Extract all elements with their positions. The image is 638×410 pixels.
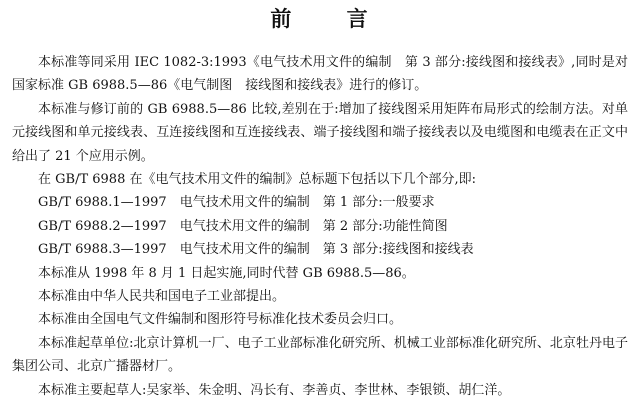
- standard-part-1: GB/T 6988.1—1997 电气技术用文件的编制 第 1 部分:一般要求: [38, 195, 435, 211]
- paragraph-series-intro: 在 GB/T 6988 在《电气技术用文件的编制》总标题下包括以下几个部分,即:: [38, 172, 476, 188]
- document-body: [12, 51, 628, 402]
- paragraph-adoption: 本标准等同采用 IEC 1082-3:1993《电气技术用文件的编制 第 3 部分:接线图和接线表》,同时是对国家标准 GB 6988.5—86《电气制图 接线图和接线表》进行的修订。: [12, 55, 628, 94]
- paragraph-responsible-committee: 本标准由全国电气文件编制和图形符号标准化技术委员会归口。: [38, 312, 403, 328]
- standard-part-2: GB/T 6988.2—1997 电气技术用文件的编制 第 2 部分:功能性简图: [38, 218, 448, 234]
- page-title: 前 言: [270, 7, 392, 31]
- paragraph-differences: 本标准与修订前的 GB 6988.5—86 比较,差别在于:增加了接线图采用矩阵布局形式的绘制方法。对单元接线图和单元接线表、互连接线图和互连接线表、端子接线图和端子接线表以及电缆图和电缆表在正文中给出了 21 个应用示例。: [12, 101, 628, 164]
- paragraph-drafters: 本标准主要起草人:吴家举、朱金明、冯长有、李善贞、李世林、李银锁、胡仁洋。: [38, 382, 511, 398]
- standard-part-3: GB/T 6988.3—1997 电气技术用文件的编制 第 3 部分:接线图和接线表: [38, 242, 474, 258]
- paragraph-proposer: 本标准由中华人民共和国电子工业部提出。: [38, 289, 286, 305]
- paragraph-effective-date: 本标准从 1998 年 8 月 1 日起实施,同时代替 GB 6988.5—86。: [38, 265, 415, 281]
- paragraph-drafting-units: 本标准起草单位:北京计算机一厂、电子工业部标准化研究所、机械工业部标准化研究所、北京牡丹电子集团公司、北京广播器材厂。: [12, 335, 628, 375]
